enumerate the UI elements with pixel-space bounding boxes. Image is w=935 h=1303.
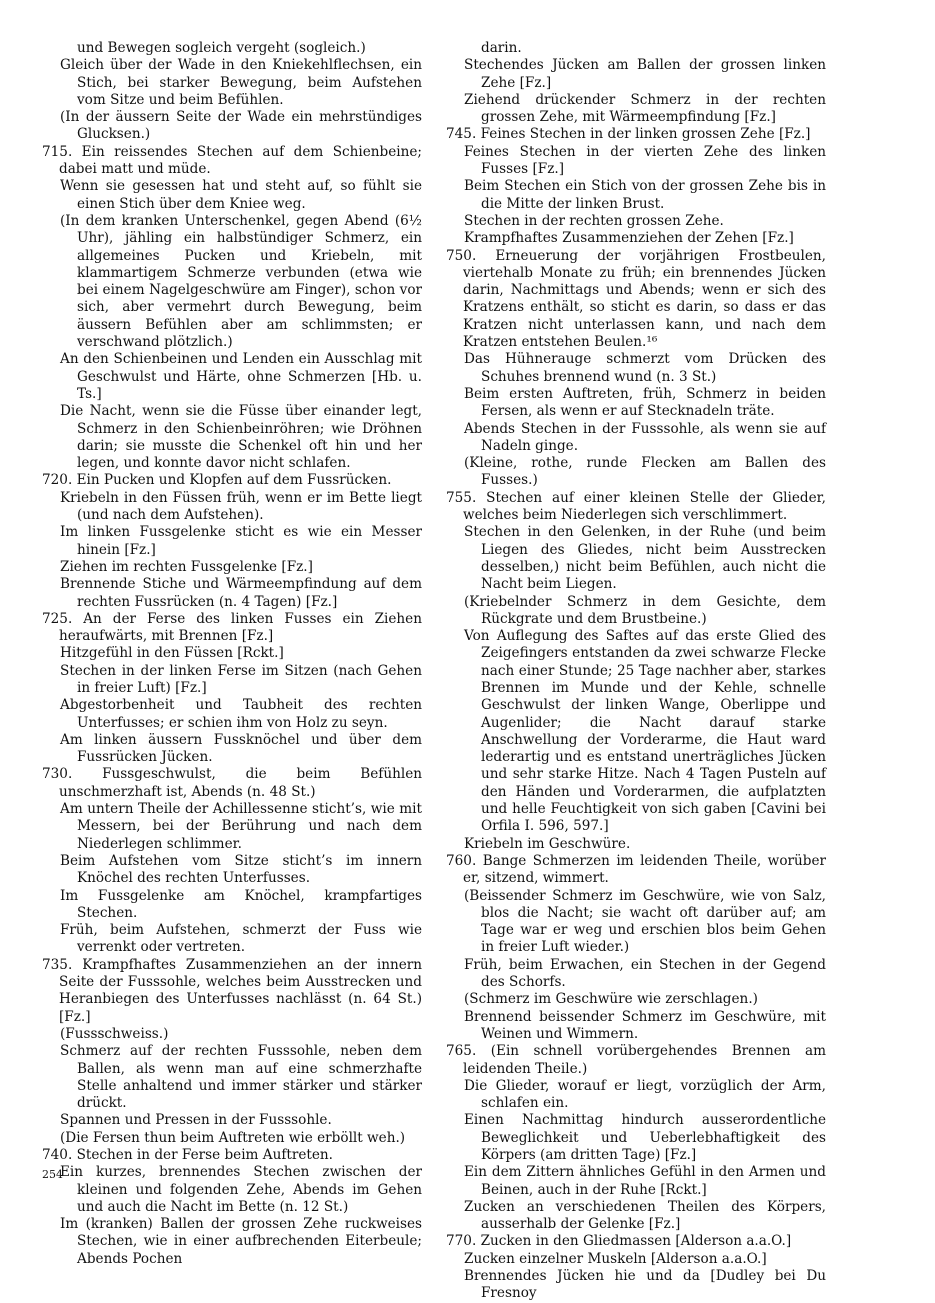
symptom-entry: Früh, beim Erwachen, ein Stechen in der Gegend des Schorfs. xyxy=(464,956,826,991)
symptom-entry: Hitzgefühl in den Füssen [Rckt.] xyxy=(60,645,284,662)
symptom-entry: An den Schienbeinen und Lenden ein Ausschlag mit Geschwulst und Härte, ohne Schmerzen [Hb. u. Ts.] xyxy=(60,351,422,402)
symptom-entry: Stechen in der linken Ferse im Sitzen (nach Gehen in freier Luft) [Fz.] xyxy=(60,662,422,696)
symptom-entry: (Schmerz im Geschwüre wie zerschlagen.) xyxy=(464,991,758,1008)
symptom-entry: (Beissender Schmerz im Geschwüre, wie von Salz, blos die Nacht; sie wacht oft darüber auf; am Tage war er weg und erschien blos beim Gehen in freier Luft wieder.) xyxy=(464,887,826,956)
symptom-entry: Kriebeln im Geschwüre. xyxy=(464,835,631,852)
symptom-entry: Beim ersten Auftreten, früh, Schmerz in beiden Fersen, als wenn er auf Stecknadeln träte. xyxy=(464,385,826,420)
symptom-entry: Spannen und Pressen in der Fusssohle. xyxy=(60,1112,332,1129)
symptom-entry: Stechen in der rechten grossen Zehe. xyxy=(464,212,724,229)
numbered-entry: 725. An der Ferse des linken Fusses ein Ziehen heraufwärts, mit Brennen [Fz.] xyxy=(42,610,422,645)
symptom-entry: (In dem kranken Unterschenkel, gegen Abend (6½ Uhr), jähling ein halbstündiger Schmerz, ein allgemeines Pucken und Kriebeln, mit klammartigem Schmerze verbunden (etwa wie bei einem Nagelgeschwüre am Finger), schon vor sich, aber vermehrt durch Bewegung, beim äussern Befühlen aber am schlimmsten; er verschwand plötzlich.) xyxy=(60,212,422,351)
symptom-entry: Das Hühnerauge schmerzt vom Drücken des Schuhes brennend wund (n. 3 St.) xyxy=(464,351,826,385)
symptom-entry: Früh, beim Aufstehen, schmerzt der Fuss wie verrenkt oder vertreten. xyxy=(60,922,422,956)
right-column xyxy=(446,40,826,1303)
document-page xyxy=(42,40,826,1302)
symptom-entry: Ein dem Zittern ähnliches Gefühl in den Armen und Beinen, auch in der Ruhe [Rckt.] xyxy=(464,1164,826,1198)
symptom-entry: Beim Stechen ein Stich von der grossen Zehe bis in die Mitte der linken Brust. xyxy=(464,178,826,212)
symptom-entry: Beim Aufstehen vom Sitze sticht’s im innern Knöchel des rechten Unterfusses. xyxy=(60,852,422,887)
symptom-entry: darin. xyxy=(481,40,522,56)
symptom-entry: Brennende Stiche und Wärmeempfindung auf dem rechten Fussrücken (n. 4 Tagen) [Fz.] xyxy=(60,576,422,610)
symptom-entry: Zucken an verschiedenen Theilen des Körpers, ausserhalb der Gelenke [Fz.] xyxy=(464,1198,826,1233)
numbered-entry: 715. Ein reissendes Stechen auf dem Schienbeine; dabei matt und müde. xyxy=(42,143,422,178)
symptom-entry: Am untern Theile der Achillessenne sticht’s, wie mit Messern, bei der Berührung und nach dem Niederlegen schlimmer. xyxy=(60,801,422,852)
symptom-entry: Im Fussgelenke am Knöchel, krampfartiges Stechen. xyxy=(60,887,422,921)
numbered-entry: 740. Stechen in der Ferse beim Auftreten. xyxy=(42,1147,333,1163)
symptom-entry: Die Nacht, wenn sie die Füsse über einander legt, Schmerz in den Schienbeinröhren; wie Dröhnen darin; sie musste die Schenkel oft hin und her legen, und konnte davor nicht schlafen. xyxy=(60,403,422,472)
symptom-entry: (Die Fersen thun beim Auftreten wie erböllt weh.) xyxy=(60,1129,406,1146)
left-column xyxy=(42,40,422,1268)
symptom-entry: Im (kranken) Ballen der grossen Zehe ruckweises Stechen, wie in einer aufbrechenden Eiterbeule; Abends Pochen xyxy=(60,1216,422,1267)
numbered-entry: 760. Bange Schmerzen im leidenden Theile, worüber er, sitzend, wimmert. xyxy=(446,852,826,887)
symptom-entry: und Bewegen sogleich vergeht (sogleich.) xyxy=(77,40,366,56)
symptom-entry: Wenn sie gesessen hat und steht auf, so fühlt sie einen Stich über dem Kniee weg. xyxy=(60,178,422,212)
numbered-entry: 755. Stechen auf einer kleinen Stelle der Glieder, welches beim Niederlegen sich verschlimmert. xyxy=(446,489,826,524)
symptom-entry: Ein kurzes, brennendes Stechen zwischen der kleinen und folgenden Zehe, Abends im Gehen und auch die Nacht im Bette (n. 12 St.) xyxy=(60,1164,422,1215)
symptom-entry: (Kriebelnder Schmerz in dem Gesichte, dem Rückgrate und dem Brustbeine.) xyxy=(464,593,826,627)
symptom-entry: Schmerz auf der rechten Fusssohle, neben dem Ballen, als wenn man auf eine schmerzhafte Stelle anhaltend und immer stärker und stärker drückt. xyxy=(60,1043,422,1112)
symptom-entry: Stechendes Jücken am Ballen der grossen linken Zehe [Fz.] xyxy=(464,57,826,91)
symptom-entry: Im linken Fussgelenke sticht es wie ein Messer hinein [Fz.] xyxy=(60,524,422,558)
symptom-entry: Brennendes Jücken hie und da [Dudley bei Du Fresnoy xyxy=(464,1268,826,1302)
numbered-entry: 720. Ein Pucken und Klopfen auf dem Fussrücken. xyxy=(42,472,392,489)
symptom-entry: (Kleine, rothe, runde Flecken am Ballen des Fusses.) xyxy=(464,455,826,489)
page-number: 254 xyxy=(42,1168,63,1181)
symptom-entry: Ziehend drückender Schmerz in der rechten grossen Zehe, mit Wärmeempfindung [Fz.] xyxy=(464,91,826,126)
symptom-entry: Gleich über der Wade in den Kniekehlflechsen, ein Stich, bei starker Bewegung, beim Aufstehen vom Sitze und beim Befühlen. xyxy=(60,57,422,108)
symptom-entry: Brennend beissender Schmerz im Geschwüre, mit Weinen und Wimmern. xyxy=(464,1008,826,1042)
numbered-entry: 750. Erneuerung der vorjährigen Frostbeulen, viertehalb Monate zu früh; ein brennendes Jücken darin, Nachmittags und Abends; wenn er sich des Kratzens enthält, so sticht es darin, so dass er das Kratzen nicht unterlassen kann, und nach dem Kratzen entstehen Beulen.¹⁶ xyxy=(446,247,826,351)
symptom-entry: Stechen in den Gelenken, in der Ruhe (und beim Liegen des Gliedes, nicht beim Ausstrecken desselben,) nicht beim Befühlen, auch nicht die Nacht beim Liegen. xyxy=(464,524,826,593)
numbered-entry: 735. Krampfhaftes Zusammenziehen an der innern Seite der Fusssohle, welches beim Ausstrecken und Heranbiegen des Unterfusses nachlässt (n. 64 St.) [Fz.] xyxy=(42,956,422,1025)
symptom-entry: Ziehen im rechten Fussgelenke [Fz.] xyxy=(60,558,313,575)
symptom-entry: Zucken einzelner Muskeln [Alderson a.a.O.] xyxy=(464,1250,767,1267)
symptom-entry: Die Glieder, worauf er liegt, vorzüglich der Arm, schlafen ein. xyxy=(464,1077,826,1112)
numbered-entry: 730. Fussgeschwulst, die beim Befühlen unschmerzhaft ist, Abends (n. 48 St.) xyxy=(42,766,422,800)
symptom-entry: Einen Nachmittag hindurch ausserordentliche Beweglichkeit und Ueberlebhaftigkeit des Körpers (am dritten Tage) [Fz.] xyxy=(464,1112,826,1163)
numbered-entry: 745. Feines Stechen in der linken grossen Zehe [Fz.] xyxy=(446,126,811,143)
symptom-entry: Feines Stechen in der vierten Zehe des linken Fusses [Fz.] xyxy=(464,143,826,178)
symptom-entry: (In der äussern Seite der Wade ein mehrstündiges Glucksen.) xyxy=(60,109,422,143)
symptom-entry: Am linken äussern Fussknöchel und über dem Fussrücken Jücken. xyxy=(60,731,422,766)
symptom-entry: Kriebeln in den Füssen früh, wenn er im Bette liegt (und nach dem Aufstehen). xyxy=(60,489,422,524)
numbered-entry: 770. Zucken in den Gliedmassen [Alderson a.a.O.] xyxy=(446,1233,792,1250)
symptom-entry: Abends Stechen in der Fusssohle, als wenn sie auf Nadeln ginge. xyxy=(464,420,826,454)
symptom-entry: Krampfhaftes Zusammenziehen der Zehen [Fz.] xyxy=(464,230,794,247)
symptom-entry: (Fussschweiss.) xyxy=(60,1025,169,1042)
symptom-entry: Von Auflegung des Saftes auf das erste Glied des Zeigefingers entstanden da zwei schwarze Flecke nach einer Stunde; 25 Tage nachher aber, starkes Brennen im Munde und der Kehle, schnelle Geschwulst der linken Wange, Oberlippe und Augenlider; die Nacht darauf starke Anschwellung der Vorderarme, die Haut ward lederartig und es entstand unerträgliches Jücken und sehr starke Hitze. Nach 4 Tagen Pusteln auf den Händen und Vorderarmen, die aufplatzten und helle Feuchtigkeit von sich gaben [Cavini bei Orfila I. 596, 597.] xyxy=(464,628,826,835)
symptom-entry: Abgestorbenheit und Taubheit des rechten Unterfusses; er schien ihm von Holz zu seyn. xyxy=(60,697,422,731)
numbered-entry: 765. (Ein schnell vorübergehendes Brennen am leidenden Theile.) xyxy=(446,1043,826,1077)
